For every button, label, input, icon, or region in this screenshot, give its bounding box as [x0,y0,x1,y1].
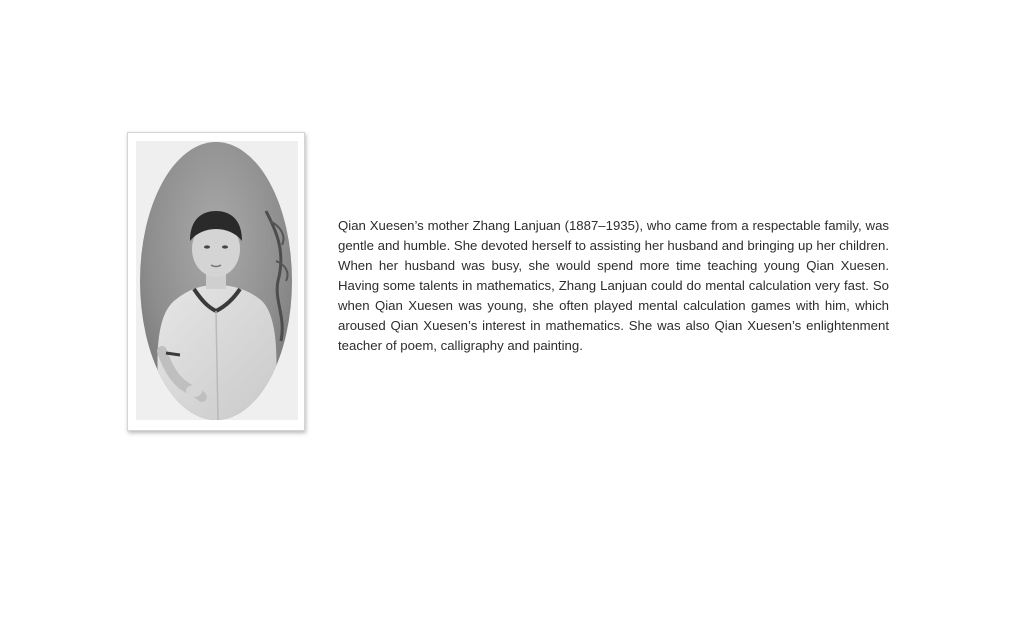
portrait-photo-frame [127,132,305,431]
portrait-photo [136,141,298,420]
portrait-photo-icon [136,141,298,420]
biography-caption: Qian Xuesen’s mother Zhang Lanjuan (1887–1935), who came from a respectable family, was gentle and humble. She devoted herself to assisting her husband and bringing up her children. When her husband was busy, she would spend more time teaching young Qian Xuesen. Having some talents in mathematics, Zhang Lanjuan could do mental calculation very fast. So when Qian Xuesen was young, she often played mental calculation games with him, which aroused Qian Xuesen’s interest in mathematics. She was also Qian Xuesen’s enlightenment teacher of poem, calligraphy and painting. [338,218,889,353]
